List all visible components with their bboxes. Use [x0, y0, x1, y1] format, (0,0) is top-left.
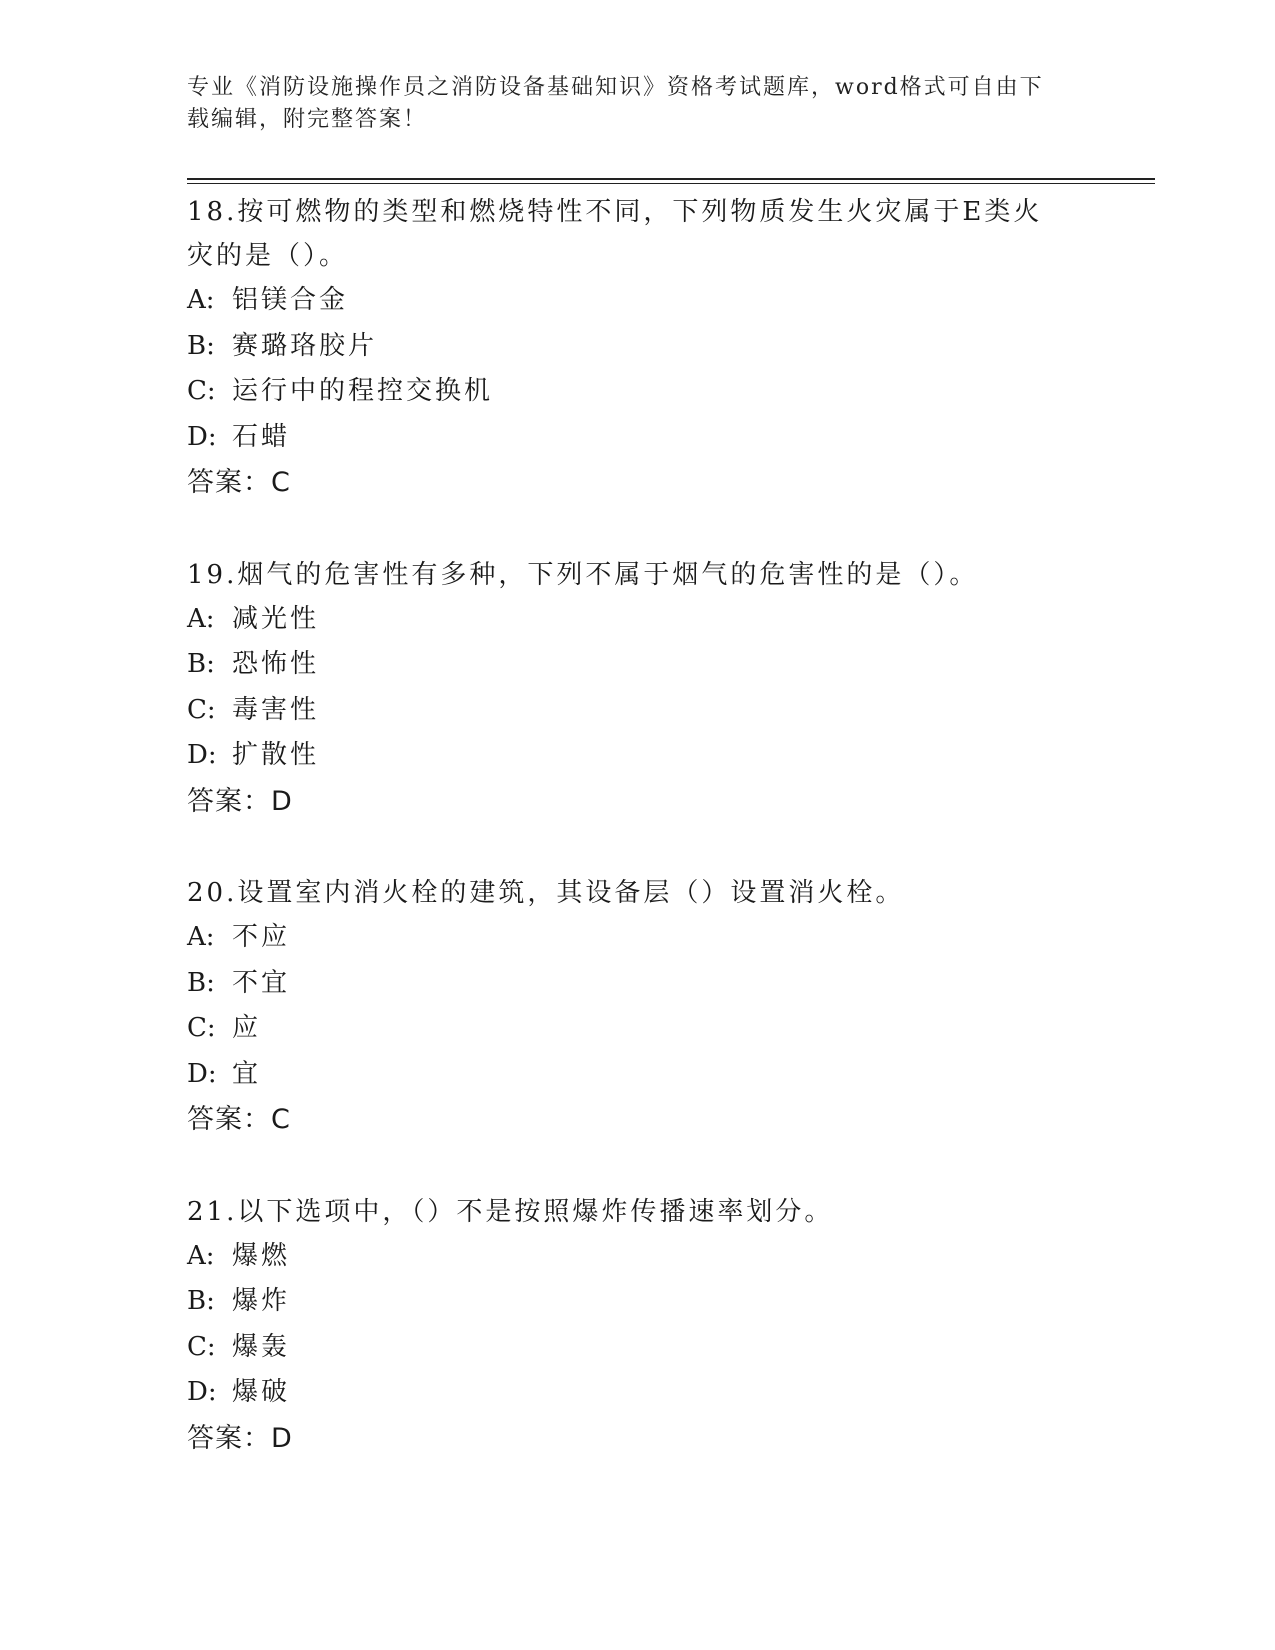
header-divider-thin	[187, 183, 1155, 184]
question-spacer	[187, 506, 1087, 553]
question-stem: 19.烟气的危害性有多种，下列不属于烟气的危害性的是（）。	[187, 559, 979, 590]
option-letter: C:	[187, 1013, 216, 1043]
option-d	[187, 1370, 1087, 1416]
question-spacer	[187, 824, 1087, 871]
question-18	[187, 190, 1087, 506]
answer-line: 答案：C	[187, 467, 291, 498]
question-stem: 20.设置室内消火栓的建筑，其设备层（）设置消火栓。	[187, 878, 905, 908]
option-letter: C:	[187, 694, 216, 725]
option-letter: C:	[187, 1331, 216, 1362]
option-c	[187, 1325, 1087, 1371]
option-letter: B:	[187, 649, 215, 679]
option-letter: D:	[187, 740, 217, 770]
option-d	[187, 733, 1087, 779]
answer-line: 答案：C	[187, 1104, 291, 1135]
option-text: 爆炸	[232, 1286, 291, 1316]
option-text: 爆燃	[232, 1240, 291, 1271]
option-a	[187, 278, 1087, 324]
option-text: 运行中的程控交换机	[232, 376, 494, 406]
option-b	[187, 642, 1087, 688]
option-text: 恐怖性	[232, 649, 320, 679]
answer-line: 答案：D	[187, 785, 293, 817]
option-c	[187, 1006, 1087, 1052]
question-spacer	[187, 1143, 1087, 1190]
option-b	[187, 324, 1087, 370]
option-a	[187, 915, 1087, 961]
option-letter: A:	[187, 603, 215, 634]
option-text: 扩散性	[232, 740, 320, 770]
question-stem: 21.以下选项中，（）不是按照爆炸传播速率划分。	[187, 1196, 834, 1227]
option-text: 应	[232, 1013, 262, 1043]
option-d	[187, 415, 1087, 461]
option-letter: A:	[187, 922, 215, 952]
option-b	[187, 1279, 1087, 1325]
question-stem: 18.按可燃物的类型和燃烧特性不同，下列物质发生火灾属于E类火灾的是（）。	[187, 197, 1043, 271]
header-divider-thick	[187, 178, 1155, 180]
option-text: 减光性	[232, 603, 320, 634]
option-a	[187, 597, 1087, 643]
question-19	[187, 553, 1087, 825]
question-21	[187, 1190, 1087, 1462]
option-letter: B:	[187, 967, 215, 998]
option-text: 石蜡	[232, 421, 291, 452]
option-letter: D:	[187, 1377, 217, 1407]
answer-line: 答案：D	[187, 1422, 293, 1454]
option-a	[187, 1234, 1087, 1280]
option-text: 爆破	[232, 1377, 291, 1407]
option-text: 爆轰	[232, 1331, 291, 1362]
option-letter: A:	[187, 285, 215, 315]
option-text: 不应	[232, 922, 291, 952]
option-letter: A:	[187, 1240, 215, 1271]
question-20	[187, 871, 1087, 1143]
question-list	[187, 190, 1087, 1461]
option-b	[187, 961, 1087, 1007]
document-header: 专业《消防设施操作员之消防设备基础知识》资格考试题库，word格式可自由下载编辑，附完整答案！	[187, 75, 1044, 132]
option-letter: B:	[187, 1286, 215, 1316]
option-text: 宜	[232, 1058, 262, 1089]
option-letter: D:	[187, 1058, 217, 1089]
option-c	[187, 369, 1087, 415]
option-letter: C:	[187, 376, 216, 406]
option-text: 不宜	[232, 967, 291, 998]
option-text: 铝镁合金	[232, 285, 349, 315]
option-text: 赛璐珞胶片	[232, 330, 378, 361]
option-letter: B:	[187, 330, 215, 361]
option-letter: D:	[187, 421, 217, 452]
option-text: 毒害性	[232, 694, 320, 725]
option-c	[187, 688, 1087, 734]
option-d	[187, 1052, 1087, 1098]
